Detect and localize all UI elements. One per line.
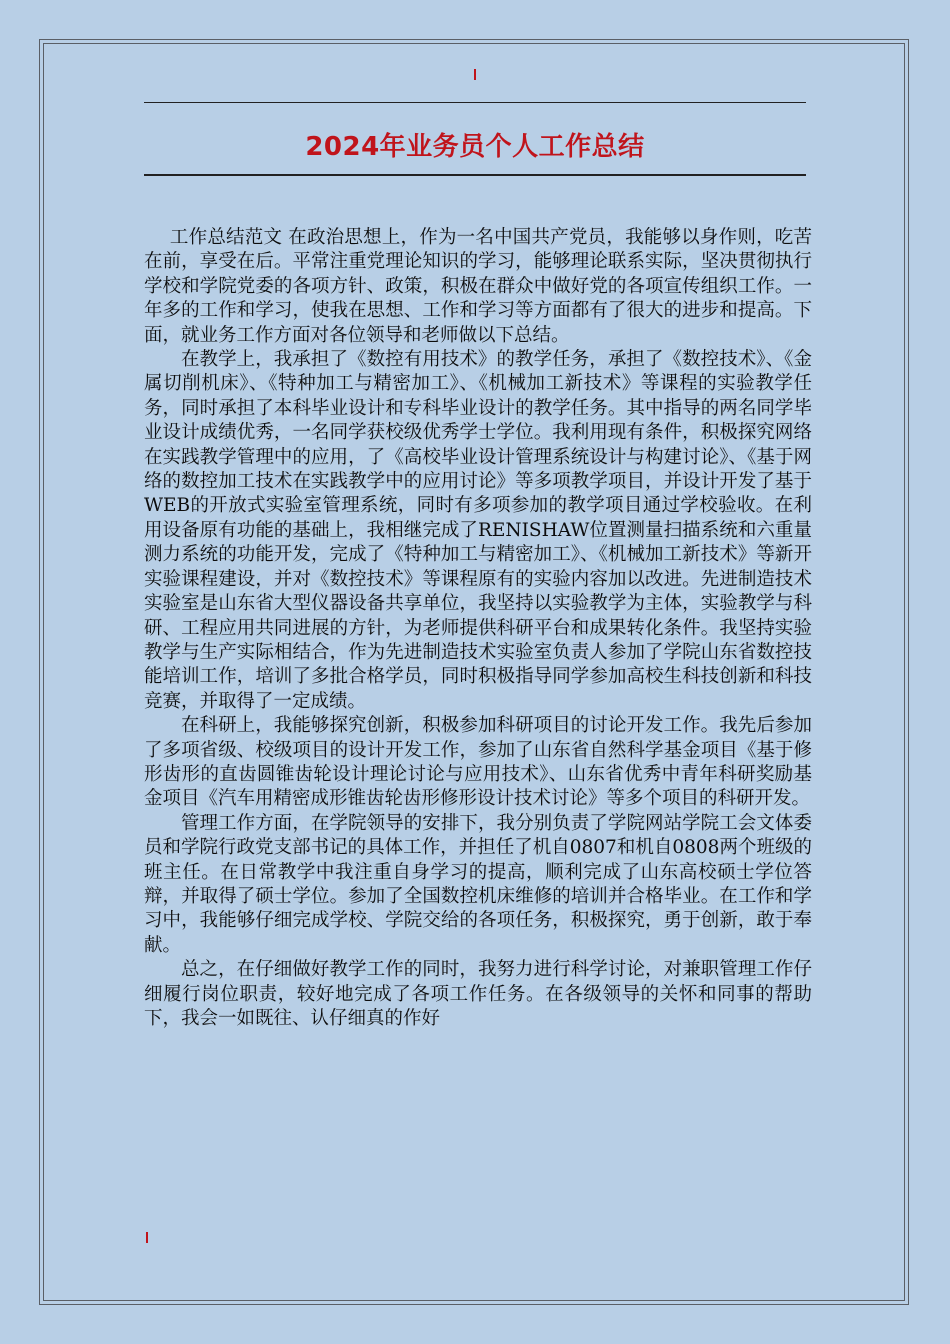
document-body: [144, 226, 812, 1031]
footer-marker: [146, 1232, 148, 1243]
document-title: 2024年业务员个人工作总结: [305, 132, 645, 162]
header-rule: [144, 102, 806, 103]
paragraph-conclusion: 总之，在仔细做好教学工作的同时，我努力进行科学讨论，对兼职管理工作仔细履行岗位职责，较好地完成了各项工作任务。在各级领导的关怀和同事的帮助下，我会一如既往、认仔细真的作好: [144, 959, 812, 1029]
paragraph-intro: 工作总结范文 在政治思想上，作为一名中国共产党员，我能够以身作则，吃苦在前，享受在后。平常注重党理论知识的学习，能够理论联系实际，坚决贯彻执行学校和学院党委的各项方针、政策，积极在群众中做好党的各项宣传组织工作。一年多的工作和学习，使我在思想、工作和学习等方面都有了很大的进步和提高。下面，就业务工作方面对各位领导和老师做以下总结。: [144, 227, 812, 346]
header-marker: [474, 69, 476, 80]
paragraph-teaching: 在教学上，我承担了《数控有用技术》的教学任务，承担了《数控技术》、《金属切削机床》、《特种加工与精密加工》、《机械加工新技术》等课程的实验教学任务，同时承担了本科毕业设计和专科毕业设计的教学任务。其中指导的两名同学毕业设计成绩优秀，一名同学获校级优秀学士学位。我利用现有条件，积极探究网络在实践教学管理中的应用，了《高校毕业设计管理系统设计与构建讨论》、《基于网络的数控加工技术在实践教学中的应用讨论》等多项教学项目，并设计开发了基于WEB的开放式实验室管理系统，同时有多项参加的教学项目通过学校验收。在利用设备原有功能的基础上，我相继完成了RENISHAW位置测量扫描系统和六重量测力系统的功能开发，完成了《特种加工与精密加工》、《机械加工新技术》等新开实验课程建设，并对《数控技术》等课程原有的实验内容加以改进。先进制造技术实验室是山东省大型仪器设备共享单位，我坚持以实验教学为主体，实验教学与科研、工程应用共同进展的方针，为老师提供科研平台和成果转化条件。我坚持实验教学与生产实际相结合，作为先进制造技术实验室负责人参加了学院山东省数控技能培训工作，培训了多批合格学员，同时积极指导同学参加高校生科技创新和科技竞赛，并取得了一定成绩。: [144, 349, 812, 712]
paragraph-research: 在科研上，我能够探究创新，积极参加科研项目的讨论开发工作。我先后参加了多项省级、校级项目的设计开发工作，参加了山东省自然科学基金项目《基于修形齿形的直齿圆锥齿轮设计理论讨论与应用技术》、山东省优秀中青年科研奖励基金项目《汽车用精密成形锥齿轮齿形修形设计技术讨论》等多个项目的科研开发。: [144, 715, 812, 810]
paragraph-management: 管理工作方面，在学院领导的安排下，我分别负责了学院网站学院工会文体委员和学院行政党支部书记的具体工作，并担任了机自0807和机自0808两个班级的班主任。在日常教学中我注重自身学习的提高，顺利完成了山东高校硕士学位答辩，并取得了硕士学位。参加了全国数控机床维修的培训并合格毕业。在工作和学习中，我能够仔细完成学校、学院交给的各项任务，积极探究，勇于创新，敢于奉献。: [144, 812, 812, 956]
title-rule: [144, 174, 806, 176]
